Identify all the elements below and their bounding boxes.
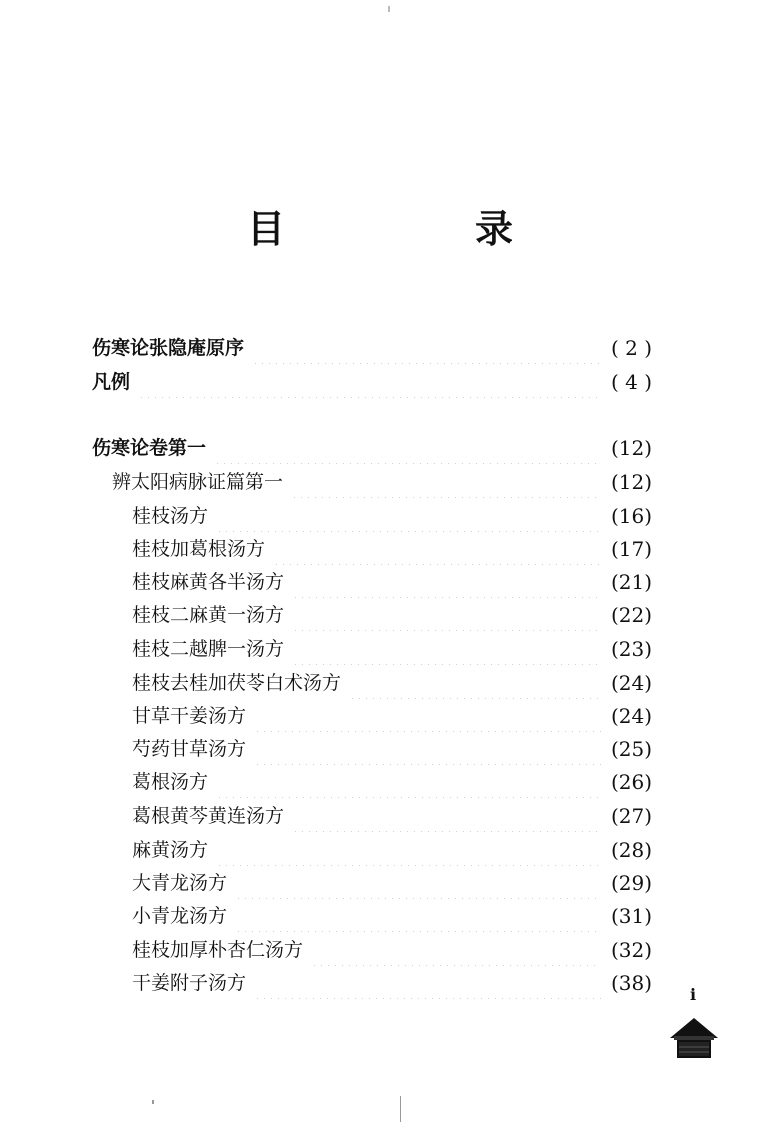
dot-leader xyxy=(292,633,601,665)
dot-leader xyxy=(254,967,601,999)
dot-leader xyxy=(254,700,601,732)
toc-entry-page: (17) xyxy=(610,537,652,561)
toc-entry-page: (38) xyxy=(610,971,652,995)
toc-entry-label: 桂枝加葛根汤方 xyxy=(132,538,266,560)
toc-entry-page: (32) xyxy=(610,938,652,962)
toc-entry[interactable] xyxy=(132,533,652,565)
toc-entry-page: ( 4 ) xyxy=(610,370,652,394)
toc-entry-page: (25) xyxy=(610,737,652,761)
dot-leader xyxy=(349,667,601,699)
toc-entry[interactable] xyxy=(132,633,652,665)
toc-entry-volume-1[interactable] xyxy=(92,432,652,464)
toc-entry-page: ( 2 ) xyxy=(610,336,652,360)
toc-entry-label: 伤寒论卷第一 xyxy=(92,437,207,459)
toc-entry-label: 桂枝去桂加茯苓白术汤方 xyxy=(132,672,342,694)
toc-entry[interactable] xyxy=(132,900,652,932)
toc-entry-label: 大青龙汤方 xyxy=(132,872,228,894)
scan-mark xyxy=(152,1100,154,1104)
toc-entry-page: (28) xyxy=(610,838,652,862)
toc-entry-page: (29) xyxy=(610,871,652,895)
toc-entry-preface[interactable] xyxy=(92,332,652,364)
toc-entry-page: (16) xyxy=(610,504,652,528)
dot-leader xyxy=(291,466,601,498)
toc-entry-label: 麻黄汤方 xyxy=(132,839,209,861)
toc-entry-label: 伤寒论张隐庵原序 xyxy=(92,337,245,359)
toc-entry[interactable] xyxy=(132,733,652,765)
home-icon[interactable] xyxy=(668,1016,720,1060)
toc-entry-label: 凡例 xyxy=(92,371,131,393)
toc-entry-page: (24) xyxy=(610,704,652,728)
toc-entry-label: 桂枝加厚朴杏仁汤方 xyxy=(132,939,304,961)
dot-leader xyxy=(292,566,601,598)
toc-entry[interactable] xyxy=(132,566,652,598)
toc-entry-label: 桂枝二麻黄一汤方 xyxy=(132,604,285,626)
toc-entry-page: (31) xyxy=(610,904,652,928)
dot-leader xyxy=(311,934,601,966)
dot-leader xyxy=(254,733,601,765)
scan-mark xyxy=(400,1096,401,1122)
toc-entry-page: (21) xyxy=(610,570,652,594)
toc-entry[interactable] xyxy=(132,967,652,999)
toc-entry-label: 辨太阳病脉证篇第一 xyxy=(112,471,284,493)
toc-entry[interactable] xyxy=(132,934,652,966)
dot-leader xyxy=(252,332,601,364)
toc-entry-label: 甘草干姜汤方 xyxy=(132,705,247,727)
dot-leader xyxy=(235,900,601,932)
page-number: i xyxy=(690,985,697,1004)
toc-entry[interactable] xyxy=(132,867,652,899)
page-title: 目 录 xyxy=(246,207,589,251)
toc-entry-page: (26) xyxy=(610,770,652,794)
dot-leader xyxy=(292,599,601,631)
toc-entry-label: 小青龙汤方 xyxy=(132,905,228,927)
toc-entry-notes[interactable] xyxy=(92,366,652,398)
toc-entry-page: (23) xyxy=(610,637,652,661)
toc-entry-label: 葛根黄芩黄连汤方 xyxy=(132,805,285,827)
toc-entry-page: (12) xyxy=(610,436,652,460)
toc-entry-label: 桂枝二越脾一汤方 xyxy=(132,638,285,660)
dot-leader xyxy=(138,366,601,398)
toc-entry[interactable] xyxy=(132,800,652,832)
toc-entry[interactable] xyxy=(132,700,652,732)
toc-entry-page: (27) xyxy=(610,804,652,828)
toc-entry-page: (22) xyxy=(610,603,652,627)
toc-entry-label: 葛根汤方 xyxy=(132,771,209,793)
dot-leader xyxy=(292,800,601,832)
dot-leader xyxy=(216,500,601,532)
toc-entry-page: (12) xyxy=(610,470,652,494)
toc-entry[interactable] xyxy=(132,500,652,532)
dot-leader xyxy=(214,432,601,464)
dot-leader xyxy=(273,533,601,565)
toc-entry-page: (24) xyxy=(610,671,652,695)
dot-leader xyxy=(216,766,601,798)
toc-entry-chapter-1[interactable] xyxy=(112,466,652,498)
toc-entry[interactable] xyxy=(132,766,652,798)
dot-leader xyxy=(235,867,601,899)
toc-entry[interactable] xyxy=(132,599,652,631)
toc-entry-label: 干姜附子汤方 xyxy=(132,972,247,994)
toc-entry[interactable] xyxy=(132,834,652,866)
toc-entry-label: 芍药甘草汤方 xyxy=(132,738,247,760)
toc-entry-label: 桂枝汤方 xyxy=(132,505,209,527)
toc-entry[interactable] xyxy=(132,667,652,699)
toc-entry-label: 桂枝麻黄各半汤方 xyxy=(132,571,285,593)
dot-leader xyxy=(216,834,601,866)
